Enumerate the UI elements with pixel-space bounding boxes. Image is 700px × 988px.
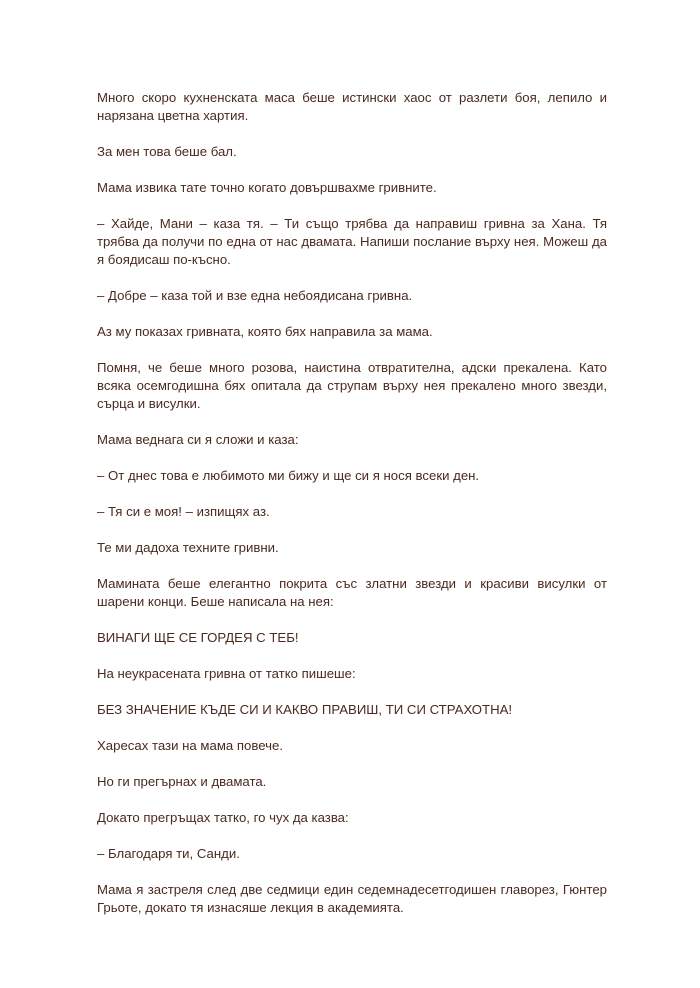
paragraph: За мен това беше бал.: [97, 144, 237, 159]
paragraph: Помня, че беше много розова, наистина отвратителна, адски прекалена. Като всяка осемгодишна бях опитала да струпам върху нея прекалено много звезди, сърца и висулки.: [97, 360, 607, 411]
paragraph: Мама я застреля след две седмици един седемнадесетгодишен главорез, Гюнтер Грьоте, докато тя изнасяше лекция в академията.: [97, 882, 607, 915]
inscription-father: БЕЗ ЗНАЧЕНИЕ КЪДЕ СИ И КАКВО ПРАВИШ, ТИ СИ СТРАХОТНА!: [97, 702, 513, 717]
paragraph: На неукрасената гривна от татко пишеше:: [97, 666, 356, 681]
paragraph: – Благодаря ти, Санди.: [97, 846, 240, 861]
paragraph: – Тя си е моя! – изпищях аз.: [97, 504, 270, 519]
paragraph: Но ги прегърнах и двамата.: [97, 774, 267, 789]
body-text: [97, 89, 607, 917]
paragraph: Аз му показах гривната, която бях направила за мама.: [97, 324, 433, 339]
paragraph: Харесах тази на мама повече.: [97, 738, 283, 753]
paragraph: – Добре – каза той и взе една небоядисана гривна.: [97, 288, 413, 303]
paragraph: Много скоро кухненската маса беше истински хаос от разлети боя, лепило и нарязана цветна хартия.: [97, 90, 607, 123]
inscription-mother: ВИНАГИ ЩЕ СЕ ГОРДЕЯ С ТЕБ!: [97, 630, 299, 645]
paragraph: Докато прегръщах татко, го чух да казва:: [97, 810, 349, 825]
paragraph: Мамината беше елегантно покрита със златни звезди и красиви висулки от шарени конци. Беше написала на нея:: [97, 576, 607, 609]
paragraph: Мама веднага си я сложи и каза:: [97, 432, 299, 447]
paragraph: Те ми дадоха техните гривни.: [97, 540, 279, 555]
paragraph: – От днес това е любимото ми бижу и ще си я нося всеки ден.: [97, 468, 480, 483]
paragraph: – Хайде, Мани – каза тя. – Ти също трябва да направиш гривна за Хана. Тя трябва да получи по една от нас двамата. Напиши послание върху нея. Можеш да я боядисаш по-късно.: [97, 216, 607, 267]
paragraph: Мама извика тате точно когато довършвахме гривните.: [97, 180, 437, 195]
